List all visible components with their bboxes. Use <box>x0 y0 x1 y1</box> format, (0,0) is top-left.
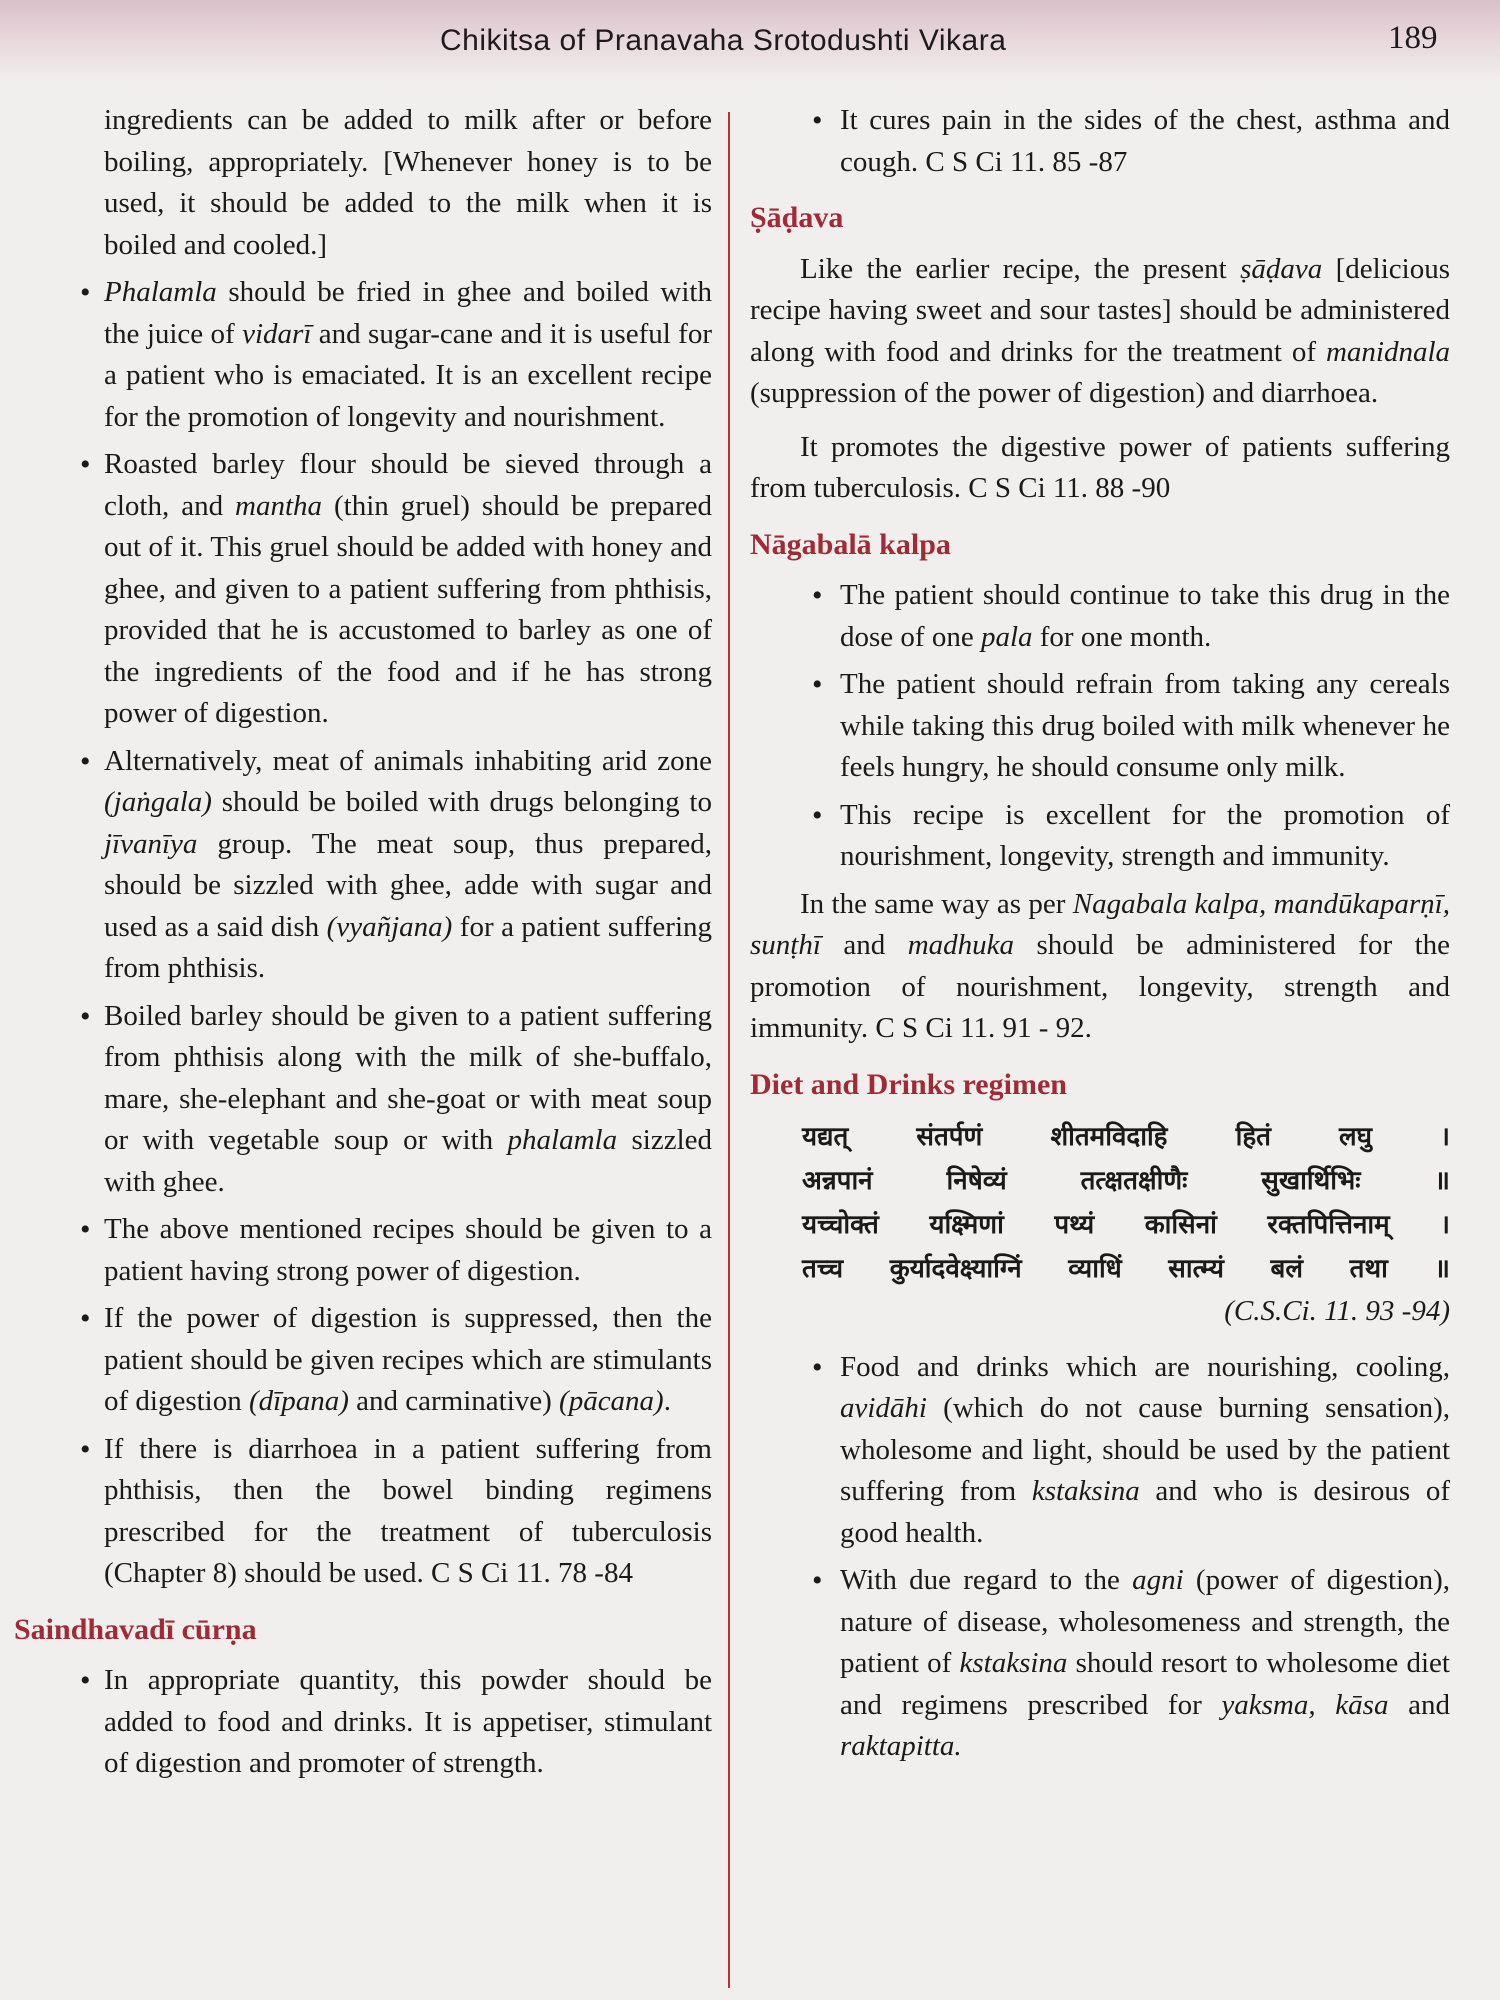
text: Alternatively, meat of animals inhabiting arid zone <box>104 744 712 777</box>
text: group. The meat soup, thus prepared, should be sizzled with ghee, adde with sugar and used as a said dish <box>104 827 712 943</box>
text: should be administered for the promotion of nourishment, longevity, strength and immunity. C S Ci 11. 91 - 92. <box>750 929 1451 1044</box>
term: yaksma, kāsa <box>1221 1688 1389 1721</box>
bullet-suppressed-digestion <box>80 1298 712 1423</box>
term: kstaksina <box>1031 1475 1140 1507</box>
text: The patient should continue to take this drug in the dose of one <box>840 579 1450 653</box>
text: If the power of digestion is suppressed, then the patient should be given recipes which are stimulants of digestion <box>104 1302 712 1417</box>
text: In the same way as per <box>800 887 1073 920</box>
term: mantha <box>235 489 323 522</box>
text: and sugar-cane and it is useful for a patient who is emaciated. It is an excellent recipe for the promotion of longevity and nourishment. <box>104 317 712 433</box>
sadava-paragraph <box>750 249 1450 415</box>
verse-citation: (C.S.Ci. 11. 93 -94) <box>1224 1295 1450 1327</box>
continued-paragraph: ingredients can be added to milk after or before boiling, appropriately. [Whenever honey is to be used, it should be added to the milk when it is boiled and cooled.] <box>104 104 712 261</box>
text: (power of digestion), nature of disease, wholesomeness and strength, the patient of <box>840 1564 1450 1679</box>
verse-line: यद्यत् संतर्पणं शीतमविदाहि हितं लघु । <box>802 1122 1450 1152</box>
right-column <box>750 100 1450 1774</box>
page-header <box>0 0 1500 82</box>
text: for one month. <box>1032 620 1212 653</box>
term: madhuka <box>907 929 1015 961</box>
text: [delicious recipe having sweet and sour tastes] should be administered along with food and drinks for the treatment of <box>750 252 1450 368</box>
bullet-meat-soup <box>80 741 712 990</box>
page-number: 189 <box>1388 20 1438 56</box>
section-heading-sadava: Ṣāḍava <box>750 201 844 234</box>
text: should be fried in ghee and boiled with the juice of <box>104 276 712 350</box>
bullet-phalamla <box>80 272 712 438</box>
term: raktapitta. <box>840 1730 962 1762</box>
verse-line: अन्नपानं निषेव्यं तत्क्षतक्षीणैः सुखार्थिभिः ॥ <box>802 1166 1450 1196</box>
term: Nagabala kalpa, mandūkaparṇī, sunṭhī <box>750 887 1450 961</box>
term: kstaksina <box>959 1647 1068 1679</box>
text: Boiled barley should be given to a patient suffering from phthisis along with the milk of she-buffalo, mare, she-elephant and she-goat or with meat soup or with vegetable soup or with <box>104 999 712 1156</box>
text: and who is desirous of good health. <box>840 1475 1450 1549</box>
bullet-barley-mantha <box>80 444 712 735</box>
term: (pācana) <box>559 1385 664 1417</box>
text: for a patient suffering from phthisis. <box>104 910 712 984</box>
term: agni <box>1132 1564 1184 1596</box>
nagabala-list <box>812 575 1450 878</box>
term: jīvanīya <box>104 827 198 860</box>
left-column <box>14 100 712 1791</box>
bullet-boiled-barley <box>80 996 712 1204</box>
bullet-powder: • In appropriate quantity, this powder should be added to food and drinks. It is appetiser, stimulant of digestion and promoter of strength. <box>80 1660 712 1785</box>
text: . <box>663 1385 671 1417</box>
term: (jaṅgala) <box>104 786 212 818</box>
term: phalamla <box>507 1124 618 1156</box>
term: manidnala <box>1325 335 1450 368</box>
section-heading-diet: Diet and Drinks regimen <box>750 1067 1067 1101</box>
text: and carminative) <box>348 1385 560 1417</box>
sadava-paragraph-2: It promotes the digestive power of patients suffering from tuberculosis. C S Ci 11. 88 -90 <box>750 430 1450 504</box>
right-top-list <box>812 100 1450 183</box>
verse-line: तच्च कुर्यादवेक्ष्याग्निं व्याधिं सात्म्यं बलं तथा ॥ <box>802 1254 1450 1284</box>
sanskrit-verse <box>802 1115 1450 1291</box>
text: Roasted barley flour should be sieved through a cloth, and <box>104 448 712 522</box>
bullet-diarrhoea: • If there is diarrhoea in a patient suffering from phthisis, then the bowel binding regimens prescribed for the treatment of tuberculosis (Chapter 8) should be used. C S Ci 11. 78 -84 <box>80 1429 712 1595</box>
bullet-strong-digestion: • The above mentioned recipes should be given to a patient having strong power of digestion. <box>80 1209 712 1292</box>
bullet-cereals: • The patient should refrain from taking any cereals while taking this drug boiled with milk whenever he feels hungry, he should consume only milk. <box>812 664 1450 789</box>
left-bullet-list <box>80 272 712 1595</box>
term: (dīpana) <box>249 1385 349 1417</box>
term: ṣāḍava <box>1240 252 1323 285</box>
text: Food and drinks which are nourishing, cooling, <box>840 1350 1450 1383</box>
term: (vyañjana) <box>326 910 453 943</box>
nagabala-paragraph <box>750 884 1450 1050</box>
bullet-chest-pain: • It cures pain in the sides of the chest, asthma and cough. C S Ci 11. 85 -87 <box>812 100 1450 183</box>
term: vidarī <box>242 317 312 350</box>
text: With due regard to the <box>840 1564 1133 1596</box>
bullet-agni <box>812 1560 1450 1768</box>
section-heading-nagabala: Nāgabalā kalpa <box>750 527 951 561</box>
term: avidāhi <box>840 1392 927 1424</box>
text: and <box>1388 1688 1450 1721</box>
term: pala <box>980 620 1033 653</box>
section-heading-saindhavadi: Saindhavadī cūrṇa <box>14 1612 257 1646</box>
saindhavadi-list <box>80 1660 712 1785</box>
column-divider <box>728 112 730 1988</box>
text: should resort to wholesome diet and regimens prescribed for <box>840 1647 1450 1721</box>
bullet-food-drinks <box>812 1347 1450 1555</box>
text: sizzled with ghee. <box>104 1124 712 1198</box>
text: and <box>820 929 908 961</box>
bullet-excellent-recipe: • This recipe is excellent for the promotion of nourishment, longevity, strength and immunity. <box>812 795 1450 878</box>
diet-list <box>812 1347 1450 1768</box>
text: Like the earlier recipe, the present <box>800 252 1241 285</box>
term: Phalamla <box>104 276 217 308</box>
bullet-dose <box>812 575 1450 658</box>
running-title: Chikitsa of Pranavaha Srotodushti Vikara <box>440 24 1007 57</box>
text: (which do not cause burning sensation), wholesome and light, should be used by the patient suffering from <box>840 1392 1450 1507</box>
verse-line: यच्चोक्तं यक्ष्मिणां पथ्यं कासिनां रक्तपित्तिनाम् । <box>802 1210 1450 1240</box>
text: should be boiled with drugs belonging to <box>211 786 712 818</box>
text: (thin gruel) should be prepared out of it. This gruel should be added with honey and ghee, and given to a patient suffering from phthisis, provided that he is accustomed to barley as one of the ingredients of the food and if he has strong power of digestion. <box>104 489 712 729</box>
text: (suppression of the power of digestion) and diarrhoea. <box>750 377 1379 409</box>
